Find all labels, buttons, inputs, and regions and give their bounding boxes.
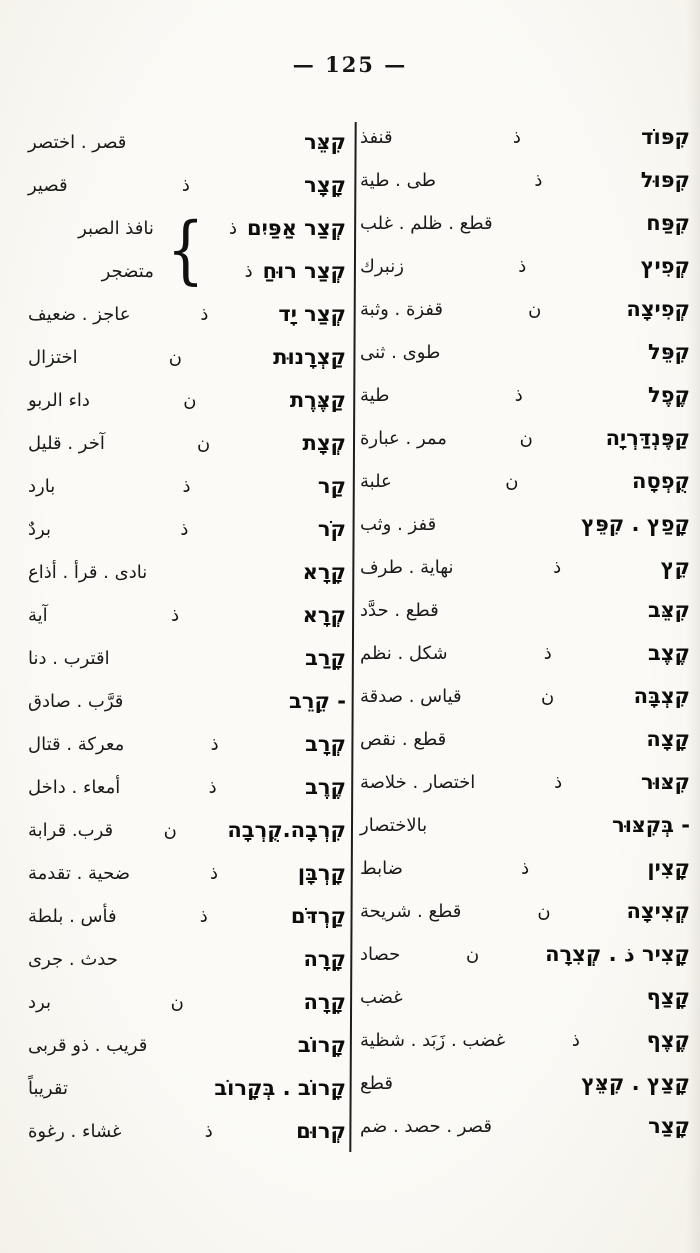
entry-headword: קְצִיצָה <box>626 899 690 924</box>
entry-definition: قطع . حدَّد <box>360 599 439 621</box>
entry-definition: قنفذ <box>360 126 393 148</box>
entry-gender: ذ <box>182 476 191 497</box>
dictionary-entry <box>360 761 690 804</box>
entry-definition: قطع . ظلم . غلب <box>360 212 493 234</box>
entry-gender: ذ <box>171 605 180 626</box>
entry-definition: زنبرك <box>360 255 404 277</box>
entry-definition: قرب. قرابة <box>28 819 114 841</box>
entry-gender: ذ <box>512 127 521 148</box>
entry-headword: קִפֵּל <box>648 340 690 365</box>
dictionary-entry <box>360 159 690 202</box>
entry-gender: ن <box>519 428 533 449</box>
entry-definition: حصاد <box>360 943 401 965</box>
dictionary-entry <box>28 895 346 938</box>
dictionary-entry <box>28 1024 346 1067</box>
entry-definition: قصر . حصد . ضم <box>360 1115 492 1137</box>
entry-headword: קָפַץ . קִפֵּץ <box>581 512 690 537</box>
dictionary-entry <box>360 331 690 374</box>
left-column <box>28 121 346 1153</box>
entry-gender: ن <box>541 686 555 707</box>
dictionary-entry <box>360 718 690 761</box>
dictionary-entry <box>28 379 346 422</box>
entry-headword: קִצּוּר <box>640 770 690 795</box>
entry-definition: عاجز . ضعيف <box>28 303 131 325</box>
entry-headword: קֶצֶב <box>648 641 690 666</box>
dictionary-entry <box>28 422 346 465</box>
dictionary-entry <box>360 374 690 417</box>
dictionary-entry <box>360 288 690 331</box>
entry-headword: קְרָא <box>302 603 346 628</box>
entry-headword: קֵץ <box>660 555 690 580</box>
dictionary-entry <box>28 680 346 723</box>
dictionary-entry <box>28 766 346 809</box>
entry-gender: ن <box>505 471 519 492</box>
entry-headword: קְצָת <box>302 431 346 456</box>
dictionary-entry <box>360 116 690 159</box>
entry-gender: ذ <box>514 385 523 406</box>
entry-gender: ذ <box>543 643 552 664</box>
entry-headword: קִצֵּר <box>304 130 346 155</box>
entry-gender: ن <box>163 820 177 841</box>
entry-gender: ذ <box>554 772 563 793</box>
entry-gender: ن <box>537 901 551 922</box>
entry-headword: קָרָה <box>303 947 346 972</box>
entry-definition: طى . طية <box>360 169 436 191</box>
entry-headword: קִרְבָה.קֻרְבָה <box>227 818 346 843</box>
dictionary-entry <box>360 417 690 460</box>
entry-definition: اختصار . خلاصة <box>360 771 476 793</box>
entry-definition: قطع <box>360 1072 393 1094</box>
entry-headword: קִצֵּב <box>648 598 690 623</box>
entry-headword: קָצַף <box>646 985 690 1010</box>
entry-headword: קִצְבָּה <box>633 684 690 709</box>
dictionary-entry <box>360 890 690 933</box>
entry-definition: تقريباً <box>28 1077 68 1099</box>
brace-group <box>28 207 346 293</box>
entry-headword: קַצֶּרֶת <box>289 388 346 413</box>
entry-definition: متضجر <box>101 260 154 282</box>
entry-gender: ن <box>168 347 182 368</box>
entry-definition-row <box>28 250 154 293</box>
entry-definition: أمعاء . داخل <box>28 776 121 798</box>
entry-definition: علبة <box>360 470 392 492</box>
dictionary-entry <box>360 933 690 976</box>
entry-definition: داء الربو <box>28 389 90 411</box>
entry-headword: קָרַב <box>305 646 346 671</box>
entry-headword: - בְּקִצּוּר <box>612 813 690 838</box>
entry-gender: ن <box>183 390 197 411</box>
entry-gender: ذ <box>180 519 189 540</box>
entry-gender: ذ <box>534 170 543 191</box>
right-column <box>360 116 690 1148</box>
entry-headword: קָצִיר ذ . קְצִרָה <box>545 942 690 967</box>
entry-headword: קַרְדֹּם <box>290 904 346 929</box>
entry-definition: قفزة . وثبة <box>360 298 444 320</box>
entry-definition: غضب . زَبَد . شظية <box>360 1029 506 1051</box>
entry-gender: ذ <box>518 256 527 277</box>
entry-definition: بارد <box>28 475 56 497</box>
entry-headword: קֹר <box>317 517 346 542</box>
entry-definition-row <box>28 207 154 250</box>
column-divider <box>349 122 356 1152</box>
dictionary-entry <box>28 465 346 508</box>
dictionary-entry <box>223 250 346 293</box>
dictionary-entry <box>28 121 346 164</box>
entry-gender: ن <box>197 433 211 454</box>
entry-headword: קִפַּח <box>646 211 690 236</box>
entry-headword: קָרְבָּן <box>297 861 346 886</box>
dictionary-entry <box>28 293 346 336</box>
entry-definition: قطع . شريحة <box>360 900 462 922</box>
entry-gender: ذ <box>521 858 530 879</box>
entry-headword: קֶרֶב <box>305 775 346 800</box>
entry-definition: فأس . بلطة <box>28 905 117 927</box>
entry-headword: קָצָה <box>646 727 690 752</box>
dictionary-entry <box>28 164 346 207</box>
entry-definition: غضب <box>360 986 403 1008</box>
dictionary-entry <box>28 551 346 594</box>
entry-definition: شكل . نظم <box>360 642 448 664</box>
entry-headword: קְצַר יָד <box>278 302 346 327</box>
entry-headword: קָרָה <box>303 990 346 1015</box>
entry-headword: קְצַר אַפַּיִם <box>246 216 346 241</box>
dictionary-entry <box>360 1019 690 1062</box>
brace-glyph: { <box>166 207 205 293</box>
entry-definition: قصير <box>28 174 68 196</box>
entry-definition: ضحية . تقدمة <box>28 862 131 884</box>
entry-definition: بردٌ <box>28 518 51 540</box>
entry-definition: طوى . ثنى <box>360 341 441 363</box>
entry-definition: آية <box>28 604 48 626</box>
entry-headword: קְרוּם <box>296 1119 346 1144</box>
page-number: — 125 — <box>292 52 408 77</box>
entry-headword: קְרָב <box>305 732 346 757</box>
entry-headword: קָרוֹב . בְּקָרוֹב <box>214 1076 346 1101</box>
entry-definition: ضابط <box>360 857 403 879</box>
dictionary-entry <box>28 594 346 637</box>
entry-definition: نافذ الصبر <box>78 217 154 239</box>
entry-definition: طية <box>360 384 390 406</box>
entry-headword: קָצַץ . קִצֵּץ <box>581 1071 690 1096</box>
dictionary-entry <box>360 503 690 546</box>
entry-gender: ذ <box>228 218 237 239</box>
entry-headword: קֶפֶל <box>648 383 690 408</box>
entry-gender: ذ <box>199 906 208 927</box>
dictionary-entry <box>360 1105 690 1148</box>
dictionary-entry <box>28 809 346 852</box>
entry-headword: קַפֶּנְדַּרְיָה <box>605 426 690 451</box>
entry-headword: קְצַר רוּחַ <box>262 259 346 284</box>
entry-gender: ذ <box>210 734 219 755</box>
dictionary-entry <box>28 852 346 895</box>
entry-definition: معركة . قتال <box>28 733 125 755</box>
dictionary-entry <box>360 460 690 503</box>
entry-definition: برد <box>28 991 51 1013</box>
entry-headword: קֶצֶף <box>646 1028 690 1053</box>
dictionary-entry <box>360 202 690 245</box>
entry-definition: اقترب . دنا <box>28 647 110 669</box>
dictionary-entry <box>360 847 690 890</box>
entry-gender: ذ <box>181 175 190 196</box>
entry-headword: קִפּוּל <box>640 168 690 193</box>
dictionary-entry <box>360 675 690 718</box>
entry-headword: קָצִין <box>647 856 690 881</box>
entry-definition: اختزال <box>28 346 78 368</box>
entry-definition: آخر . قليل <box>28 432 105 454</box>
entry-definition: غشاء . رغوة <box>28 1120 122 1142</box>
entry-headword: קָרוֹב <box>297 1033 346 1058</box>
dictionary-entry <box>28 1067 346 1110</box>
entry-gender: ن <box>466 944 480 965</box>
entry-definition: قياس . صدقة <box>360 685 462 707</box>
dictionary-entry <box>360 546 690 589</box>
entry-definition: قصر . اختصر <box>28 131 127 153</box>
entry-headword: קָצַר <box>648 1114 690 1139</box>
dictionary-entry <box>28 637 346 680</box>
entry-gender: ذ <box>200 304 209 325</box>
dictionary-entry <box>360 1062 690 1105</box>
entry-headword: קָרָא <box>302 560 346 585</box>
entry-headword: קִפּוֹד <box>641 125 690 150</box>
entry-headword: קְפִיצָה <box>626 297 690 322</box>
entry-definition: بالاختصار <box>360 814 428 836</box>
entry-headword: קָצָר <box>304 173 346 198</box>
entry-definition: قرَّب . صادق <box>28 690 124 712</box>
entry-definition: قريب . ذو قربى <box>28 1034 148 1056</box>
entry-definition: قطع . نقص <box>360 728 447 750</box>
entry-gender: ذ <box>204 1121 213 1142</box>
entry-headword: קַצְרָנוּת <box>273 345 346 370</box>
entry-headword: - קֵרֵב <box>289 689 346 714</box>
entry-headword: קְפִיץ <box>640 254 690 279</box>
entry-headword: קֻפְסָה <box>632 469 690 494</box>
dictionary-entry <box>223 207 346 250</box>
dictionary-entry <box>360 976 690 1019</box>
dictionary-entry <box>28 336 346 379</box>
dictionary-entry <box>360 804 690 847</box>
entry-gender: ذ <box>209 863 218 884</box>
entry-gender: ذ <box>553 557 562 578</box>
entry-gender: ن <box>528 299 542 320</box>
dictionary-entry <box>360 589 690 632</box>
entry-gender: ذ <box>208 777 217 798</box>
dictionary-entry <box>28 723 346 766</box>
dictionary-entry <box>28 508 346 551</box>
entry-definition: نادى . قرأ . أذاع <box>28 561 148 583</box>
entry-definition: قفز . وثب <box>360 513 437 535</box>
entry-definition: ممر . عبارة <box>360 427 447 449</box>
dictionary-entry <box>360 245 690 288</box>
entry-gender: ذ <box>571 1030 580 1051</box>
entry-headword: קַר <box>317 474 346 499</box>
entry-definition: نهاية . طرف <box>360 556 454 578</box>
dictionary-entry <box>28 1110 346 1153</box>
entry-gender: ذ <box>244 261 253 282</box>
entry-definition: حدث . جرى <box>28 948 118 970</box>
dictionary-entry <box>28 981 346 1024</box>
entry-gender: ن <box>170 992 184 1013</box>
dictionary-entry <box>28 938 346 981</box>
dictionary-entry <box>360 632 690 675</box>
